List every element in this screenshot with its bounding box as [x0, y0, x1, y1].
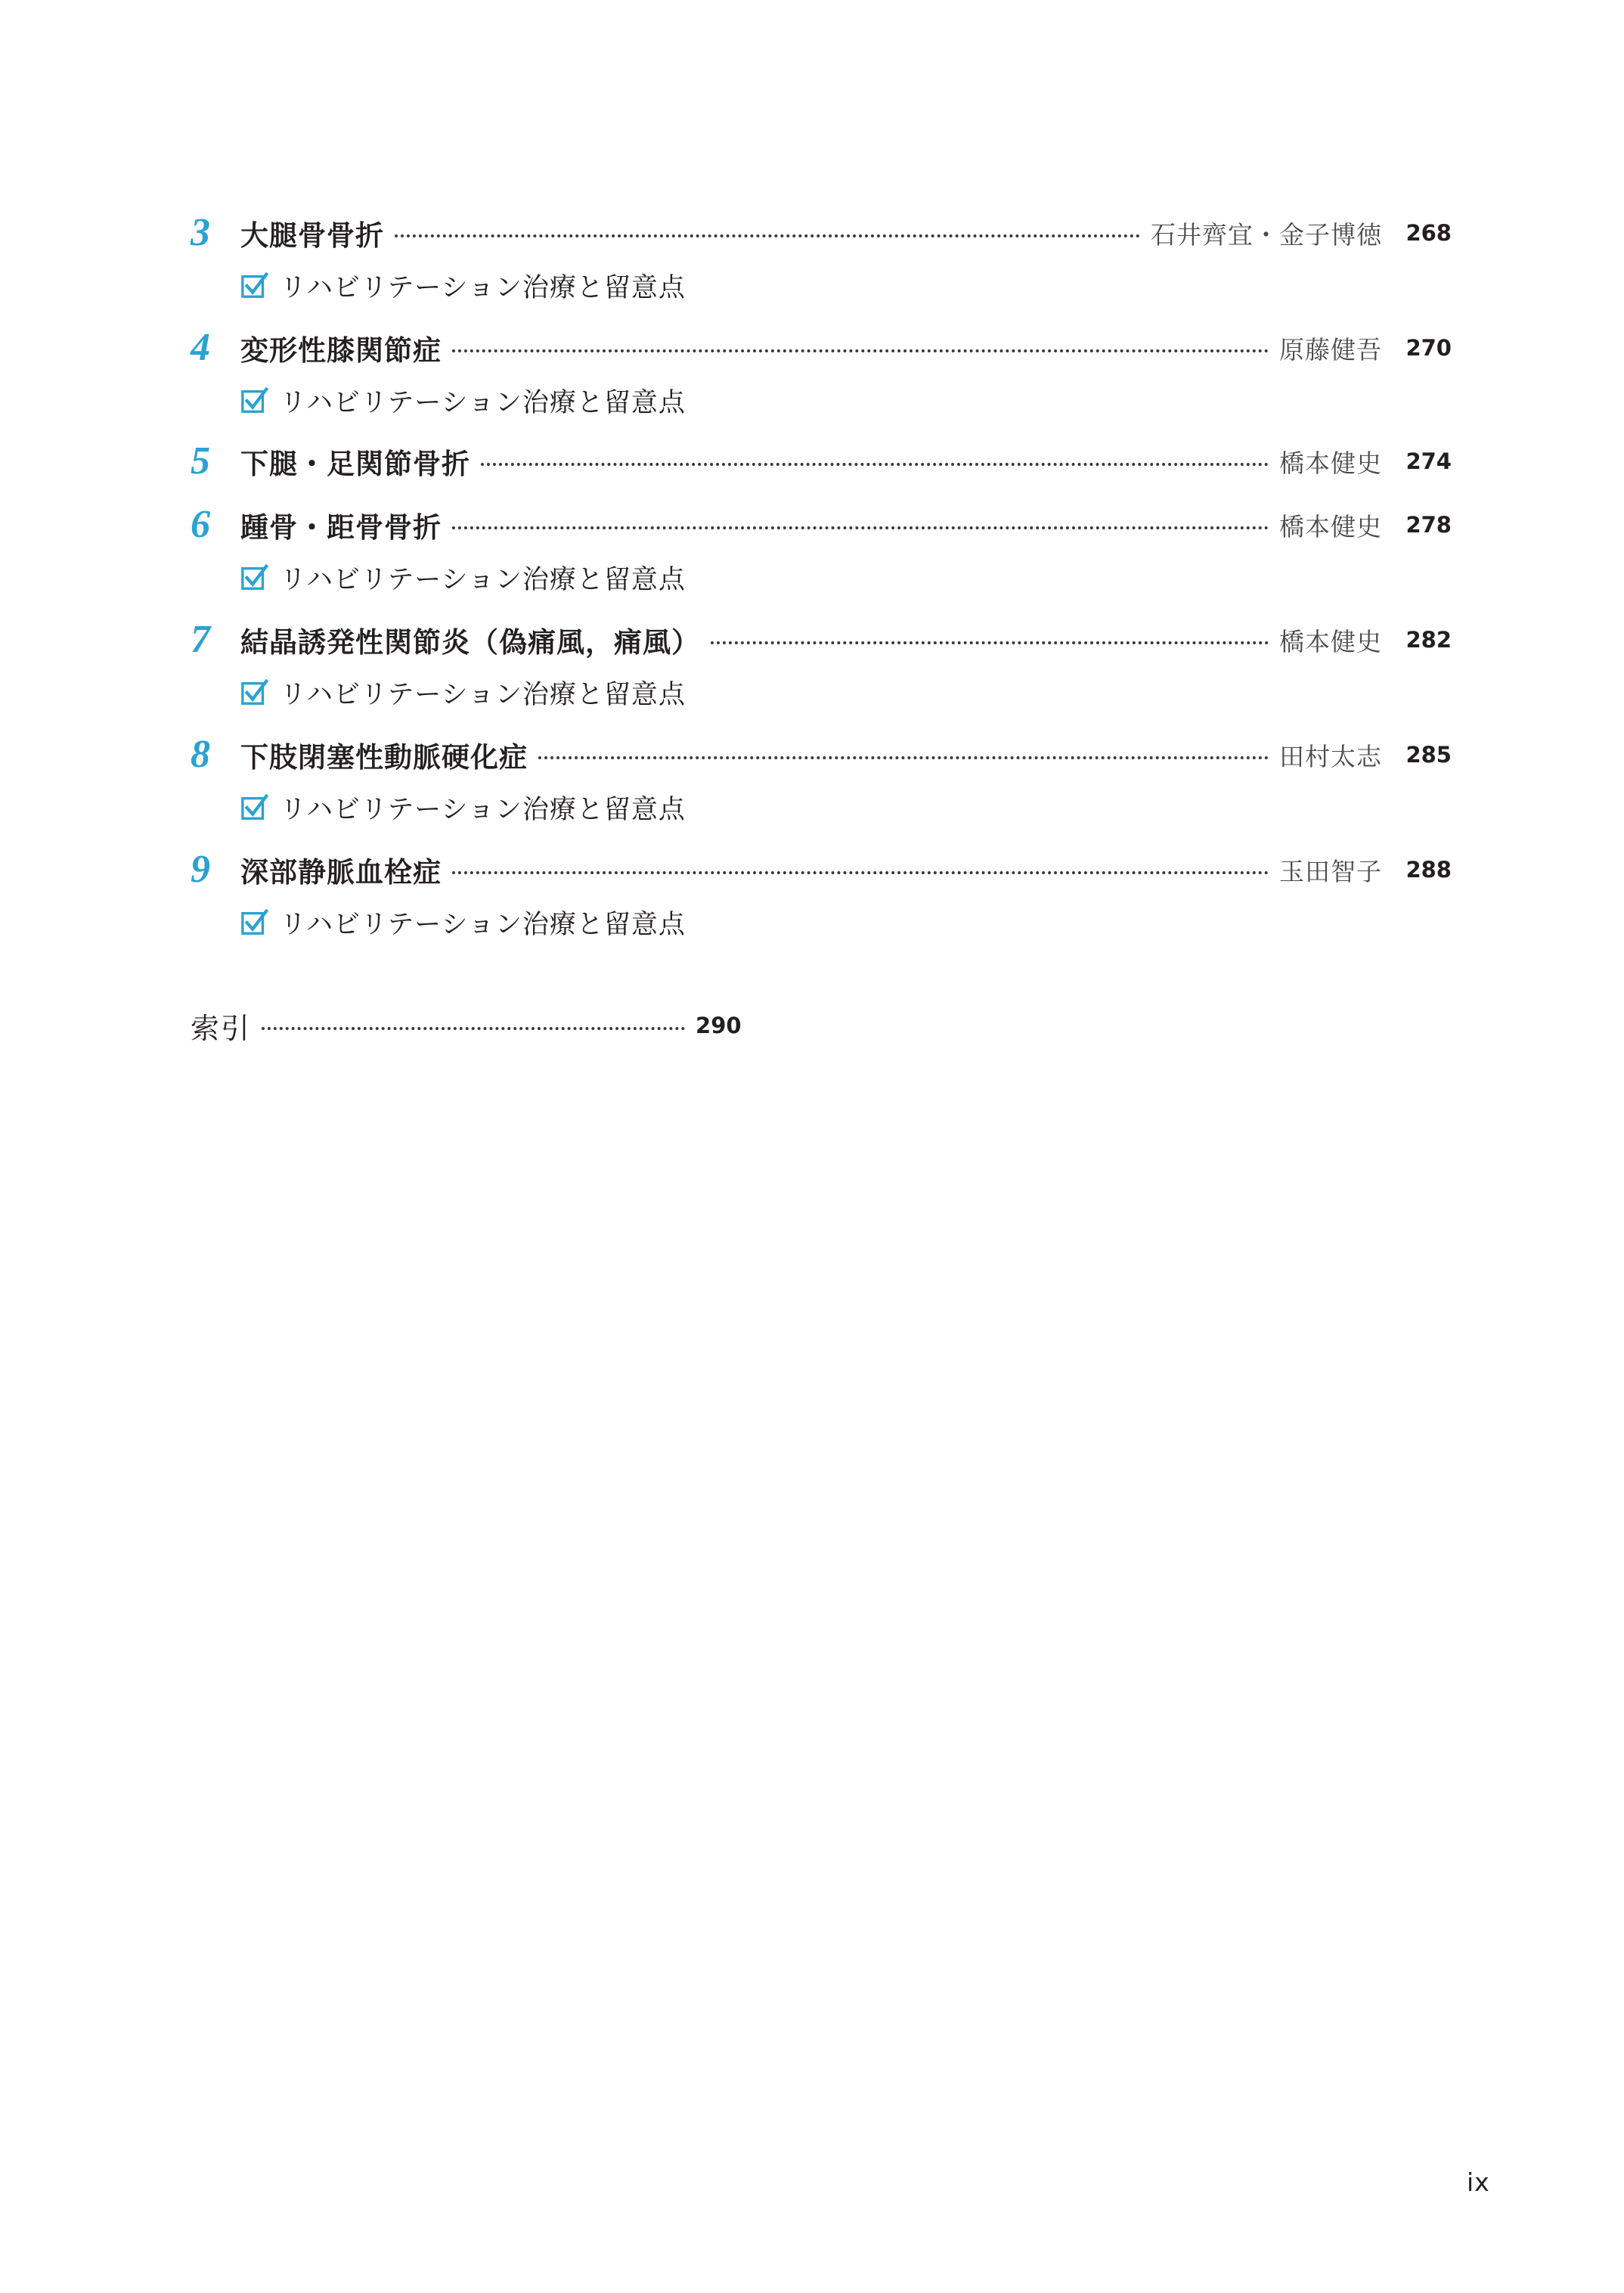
dot-leader — [481, 463, 1269, 466]
subentry-title: リハビリテーション治療と留意点 — [280, 910, 686, 940]
index-page-number: 290 — [696, 1013, 742, 1038]
chapter-author: 玉田智子 — [1279, 856, 1382, 886]
chapter-title: 下腿・足関節骨折 — [240, 448, 470, 480]
dot-leader — [452, 349, 1269, 352]
page-number: 268 — [1406, 220, 1452, 246]
chapter-title: 変形性膝関節症 — [240, 334, 442, 367]
chapter-author: 原藤健吾 — [1279, 334, 1382, 365]
chapter-number: 8 — [191, 733, 210, 776]
chapter-author: 石井齊宜・金子博徳 — [1151, 219, 1382, 250]
chapter-title: 下肢閉塞性動脈硬化症 — [240, 741, 528, 774]
dot-leader — [262, 1027, 685, 1030]
chapter-number: 4 — [191, 326, 210, 369]
toc-index-entry[interactable] — [191, 1003, 742, 1048]
chapter-title: 大腿骨骨折 — [240, 219, 384, 252]
toc-subentry-9[interactable] — [240, 900, 686, 945]
dot-leader — [538, 756, 1269, 759]
index-label: 索引 — [191, 1011, 252, 1045]
dot-leader — [711, 641, 1269, 644]
dot-leader — [395, 234, 1140, 237]
chapter-number: 5 — [191, 439, 210, 482]
subentry-title: リハビリテーション治療と留意点 — [280, 273, 686, 303]
toc-entry-3[interactable] — [191, 204, 1452, 262]
subentry-title: リハビリテーション治療と留意点 — [280, 680, 686, 710]
chapter-author: 橋本健史 — [1279, 511, 1382, 541]
chapter-title: 踵骨・距骨骨折 — [240, 511, 442, 544]
chapter-title: 結晶誘発性関節炎（偽痛風，痛風） — [240, 626, 700, 659]
toc-entry-5[interactable] — [191, 433, 1452, 490]
page-number: 278 — [1406, 512, 1452, 538]
chapter-number: 9 — [191, 848, 210, 891]
chapter-author: 橋本健史 — [1279, 626, 1382, 656]
checked-box-icon — [240, 386, 269, 415]
checked-box-icon — [240, 908, 269, 937]
chapter-number: 6 — [191, 503, 210, 546]
toc-entry-7[interactable] — [191, 611, 1452, 669]
toc-subentry-3[interactable] — [240, 263, 686, 309]
toc-subentry-7[interactable] — [240, 670, 686, 715]
dot-leader — [452, 526, 1269, 529]
subentry-title: リハビリテーション治療と留意点 — [280, 565, 686, 595]
chapter-author: 田村太志 — [1279, 741, 1382, 771]
toc-entry-6[interactable] — [191, 496, 1452, 554]
chapter-author: 橋本健史 — [1279, 448, 1382, 478]
chapter-title: 深部静脈血栓症 — [240, 856, 442, 889]
checked-box-icon — [240, 271, 269, 300]
chapter-number: 7 — [191, 618, 210, 661]
toc-entry-8[interactable] — [191, 726, 1452, 783]
checked-box-icon — [240, 793, 269, 822]
page-number: 274 — [1406, 448, 1452, 474]
page-folio: ix — [1467, 2167, 1490, 2197]
subentry-title: リハビリテーション治療と留意点 — [280, 388, 686, 418]
page-number: 285 — [1406, 742, 1452, 768]
toc-entry-4[interactable] — [191, 319, 1452, 377]
dot-leader — [452, 871, 1269, 874]
toc-subentry-6[interactable] — [240, 555, 686, 600]
subentry-title: リハビリテーション治療と留意点 — [280, 795, 686, 825]
page-number: 288 — [1406, 857, 1452, 883]
toc-subentry-4[interactable] — [240, 378, 686, 424]
checked-box-icon — [240, 563, 269, 592]
toc-entry-9[interactable] — [191, 841, 1452, 898]
page-number: 270 — [1406, 335, 1452, 361]
chapter-number: 3 — [191, 211, 210, 254]
page-number: 282 — [1406, 627, 1452, 653]
toc-subentry-8[interactable] — [240, 785, 686, 830]
checked-box-icon — [240, 678, 269, 707]
